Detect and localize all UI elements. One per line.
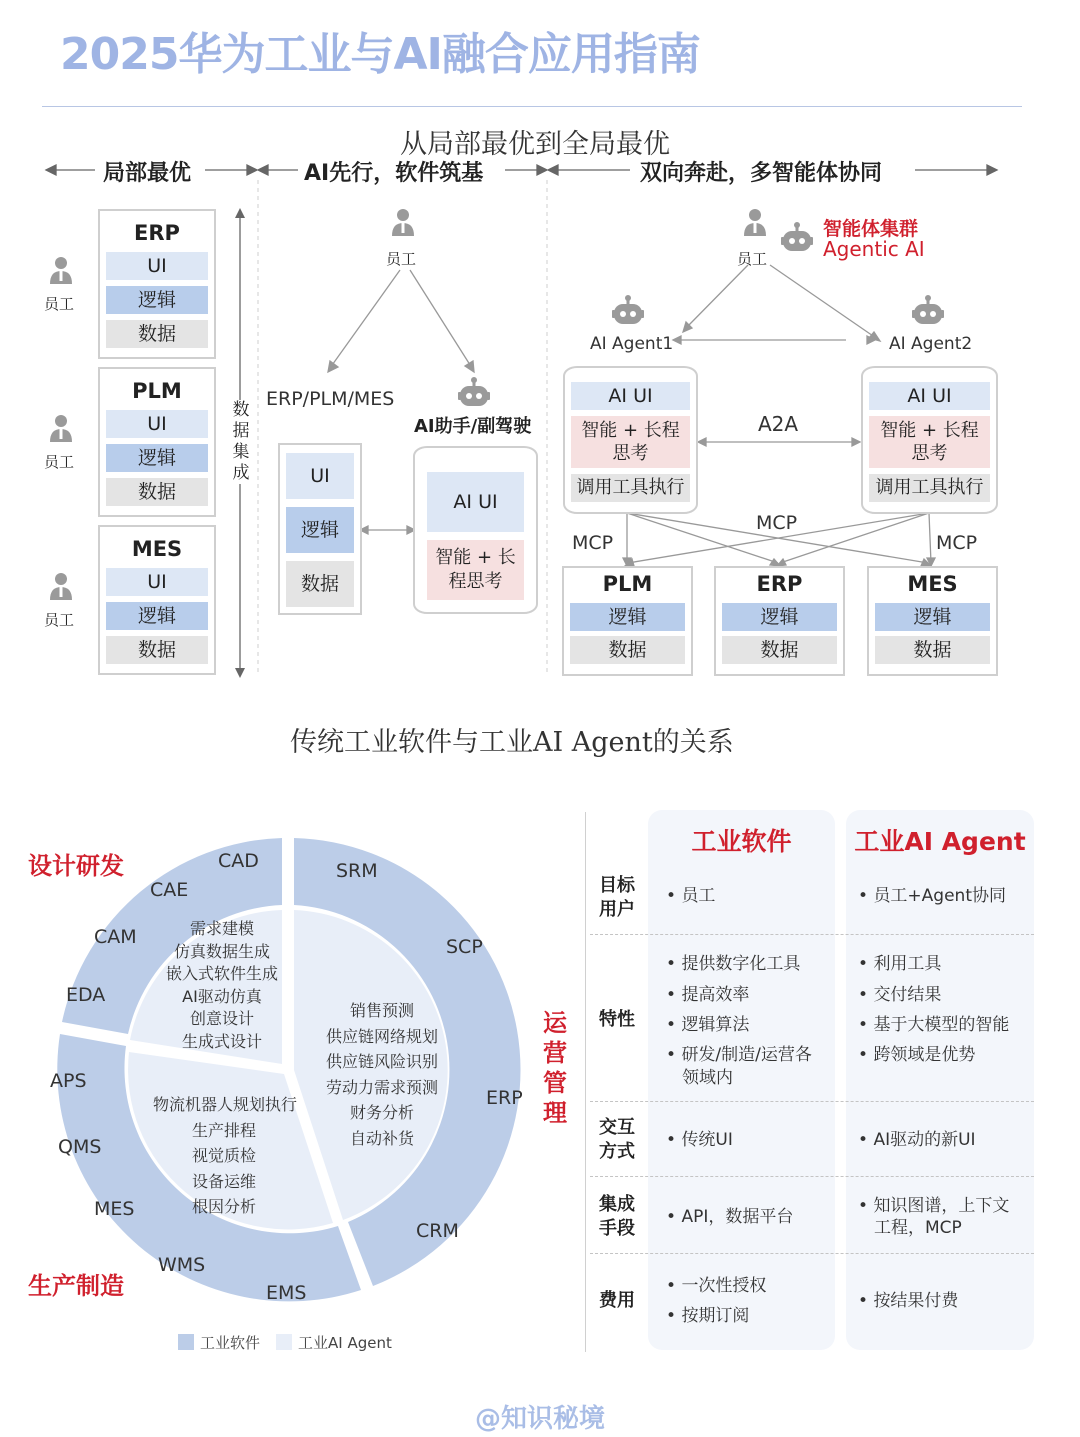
employee-label: 员工	[44, 453, 75, 471]
phase-ai-first: AI先行，软件筑基	[304, 161, 484, 186]
logic-layer: 逻辑	[570, 603, 685, 631]
watermark: @知识秘境	[474, 1404, 605, 1434]
inner-item: 设备运维	[192, 1171, 257, 1191]
software-item: • 一次性授权	[666, 1276, 767, 1296]
mes-stack	[98, 525, 216, 675]
assistant-stack	[413, 446, 538, 614]
legend-agent-label: 工业AI Agent	[298, 1334, 392, 1352]
inner-item: 创意设计	[189, 1009, 254, 1028]
agent2-name: AI Agent2	[889, 334, 973, 354]
outer-item: CAD	[218, 850, 259, 872]
ai-ui-layer: AI UI	[427, 472, 524, 532]
inner-item: 劳动力需求预测	[325, 1077, 438, 1097]
outer-item: ERP	[486, 1087, 523, 1109]
erp-stack	[98, 209, 216, 359]
data-layer: 数据	[722, 636, 837, 664]
phase-multi-agent: 双向奔赴，多智能体协同	[640, 161, 883, 186]
software-item: • 传统UI	[666, 1130, 733, 1150]
data-layer: 数据	[286, 561, 354, 607]
data-integration-label: 数据集成	[228, 400, 254, 484]
agent-cluster-label: 智能体集群	[823, 218, 919, 240]
agent-item: • 按结果付费	[858, 1291, 959, 1311]
inner-item: 物流机器人规划执行	[152, 1095, 297, 1114]
outer-item: MES	[94, 1198, 135, 1220]
agent-item: • 员工+Agent协同	[858, 886, 1007, 906]
legend-swatch-agent	[276, 1334, 292, 1350]
stack-title: PLM	[132, 379, 182, 403]
logic-layer: 逻辑	[722, 603, 837, 631]
inner-item: 生产排程	[192, 1120, 257, 1140]
data-layer: 数据	[106, 320, 208, 348]
ui-layer: UI	[286, 453, 354, 499]
outer-item: SCP	[446, 936, 483, 958]
inner-item: 视觉质检	[192, 1146, 257, 1165]
inner-item: 生成式设计	[181, 1031, 262, 1051]
industry-wheel	[30, 815, 570, 1325]
agent1-name: AI Agent1	[590, 334, 674, 354]
data-layer: 数据	[106, 478, 208, 506]
thinking-layer: 智能 + 长程思考	[427, 540, 524, 600]
inner-item: 自动补货	[349, 1128, 414, 1148]
person-icon	[49, 414, 73, 444]
row-label-interaction: 交互方式	[599, 1117, 635, 1162]
legend-software-label: 工业软件	[200, 1334, 261, 1352]
plm-stack	[98, 367, 216, 517]
logic-layer: 逻辑	[106, 602, 208, 630]
logic-layer: 逻辑	[106, 286, 208, 314]
person-icon	[743, 208, 767, 238]
agentic-ai-label: Agentic AI	[823, 237, 925, 261]
system-title: ERP	[756, 572, 803, 596]
logic-layer: 逻辑	[286, 507, 354, 553]
robot-icon	[458, 377, 492, 409]
mes-system	[867, 566, 998, 676]
employee-label: 员工	[737, 250, 768, 268]
plm-system	[562, 566, 693, 676]
outer-item: SRM	[336, 860, 378, 882]
thinking-layer: 智能 + 长程思考	[571, 416, 690, 468]
title-divider	[42, 106, 1022, 107]
row-label-cost: 费用	[599, 1290, 635, 1311]
outer-item: APS	[50, 1070, 87, 1092]
inner-item: 需求建模	[189, 919, 254, 938]
mfg-inner-list	[120, 1092, 330, 1220]
data-layer: 数据	[875, 636, 990, 664]
ui-layer: UI	[106, 568, 208, 596]
inner-item: 财务分析	[349, 1103, 414, 1122]
system-title: MES	[907, 572, 958, 596]
software-item: • 按期订阅	[666, 1306, 750, 1326]
outer-item: EDA	[66, 984, 106, 1006]
agent-item: • 利用工具	[858, 954, 942, 974]
logic-layer: 逻辑	[875, 603, 990, 631]
mcp-label: MCP	[756, 512, 798, 534]
inner-item: 供应链网络规划	[325, 1026, 438, 1046]
employee-label: 员工	[44, 295, 75, 313]
outer-item: CRM	[416, 1220, 459, 1242]
agent-item: • AI驱动的新UI	[858, 1130, 976, 1150]
mcp-label: MCP	[572, 532, 614, 554]
inner-item: AI驱动仿真	[182, 986, 262, 1006]
inner-item: 供应链风险识别	[325, 1052, 438, 1071]
logic-layer: 逻辑	[106, 444, 208, 472]
top-caption: 从局部最优到全局最优	[400, 129, 670, 160]
agent-item: • 交付结果	[858, 985, 942, 1005]
outer-item: CAM	[94, 926, 137, 948]
relationship-caption: 传统工业软件与工业AI Agent的关系	[290, 727, 734, 758]
agent-item: • 知识图谱，上下文	[858, 1196, 1010, 1216]
table-left-border	[585, 812, 586, 1352]
stack-title: MES	[131, 537, 183, 561]
software-item: 领域内	[682, 1068, 733, 1088]
a2a-label: A2A	[758, 412, 799, 436]
agent1-stack	[563, 366, 698, 514]
page-title: 2025华为工业与AI融合应用指南	[60, 29, 700, 80]
inner-item: 根因分析	[192, 1197, 257, 1216]
person-icon	[49, 572, 73, 602]
thinking-layer: 智能 + 长程思考	[869, 416, 990, 468]
outer-item: CAE	[150, 879, 189, 901]
person-icon	[49, 256, 73, 286]
employee-label: 员工	[44, 611, 75, 629]
software-item: • 研发/制造/运营各	[666, 1045, 812, 1065]
software-item: • 提高效率	[666, 985, 750, 1005]
ai-ui-layer: AI UI	[571, 382, 690, 410]
legend-swatch-software	[178, 1334, 194, 1350]
software-item: • API，数据平台	[666, 1207, 794, 1227]
agent-header: 工业AI Agent	[854, 827, 1026, 856]
phase-local-optimum: 局部最优	[103, 161, 192, 186]
row-divider	[590, 934, 1034, 935]
row-label-target-users: 目标用户	[599, 875, 635, 920]
person-icon	[391, 208, 415, 238]
agent-item: • 基于大模型的智能	[858, 1015, 1010, 1035]
legacy-stack	[278, 443, 362, 615]
agent-item: 工程，MCP	[874, 1218, 962, 1238]
data-layer: 数据	[106, 636, 208, 664]
ops-segment-label: 运营管理	[543, 1009, 567, 1127]
row-label-integration: 集成手段	[599, 1194, 635, 1239]
assistant-title: AI助手/副驾驶	[414, 416, 532, 437]
design-segment-label: 设计研发	[28, 852, 124, 880]
software-header: 工业软件	[691, 827, 792, 856]
ui-layer: UI	[106, 410, 208, 438]
tool-layer: 调用工具执行	[869, 474, 990, 502]
row-divider	[590, 1253, 1034, 1254]
row-divider	[590, 1101, 1034, 1102]
design-inner-list	[142, 918, 302, 1053]
inner-item: 嵌入式软件生成	[165, 964, 278, 983]
software-item: • 员工	[666, 886, 716, 906]
ai-ui-layer: AI UI	[869, 382, 990, 410]
software-item: • 提供数字化工具	[666, 954, 801, 974]
outer-item: EMS	[266, 1282, 307, 1304]
agent-item: • 跨领域是优势	[858, 1045, 976, 1065]
mcp-label: MCP	[936, 532, 978, 554]
legacy-systems-label: ERP/PLM/MES	[266, 388, 395, 410]
outer-item: WMS	[158, 1254, 206, 1276]
software-item: • 逻辑算法	[666, 1015, 750, 1035]
employee-label: 员工	[386, 250, 417, 268]
row-label-features: 特性	[599, 1009, 635, 1030]
stack-title: ERP	[134, 221, 180, 245]
outer-item: QMS	[58, 1136, 102, 1158]
inner-item: 销售预测	[349, 1001, 414, 1020]
mfg-segment-label: 生产制造	[28, 1272, 124, 1300]
tool-layer: 调用工具执行	[571, 474, 690, 502]
erp-system	[714, 566, 845, 676]
row-divider	[590, 1176, 1034, 1177]
system-title: PLM	[602, 572, 653, 596]
ui-layer: UI	[106, 252, 208, 280]
inner-item: 仿真数据生成	[173, 941, 270, 961]
agent2-stack	[861, 366, 998, 514]
data-layer: 数据	[570, 636, 685, 664]
